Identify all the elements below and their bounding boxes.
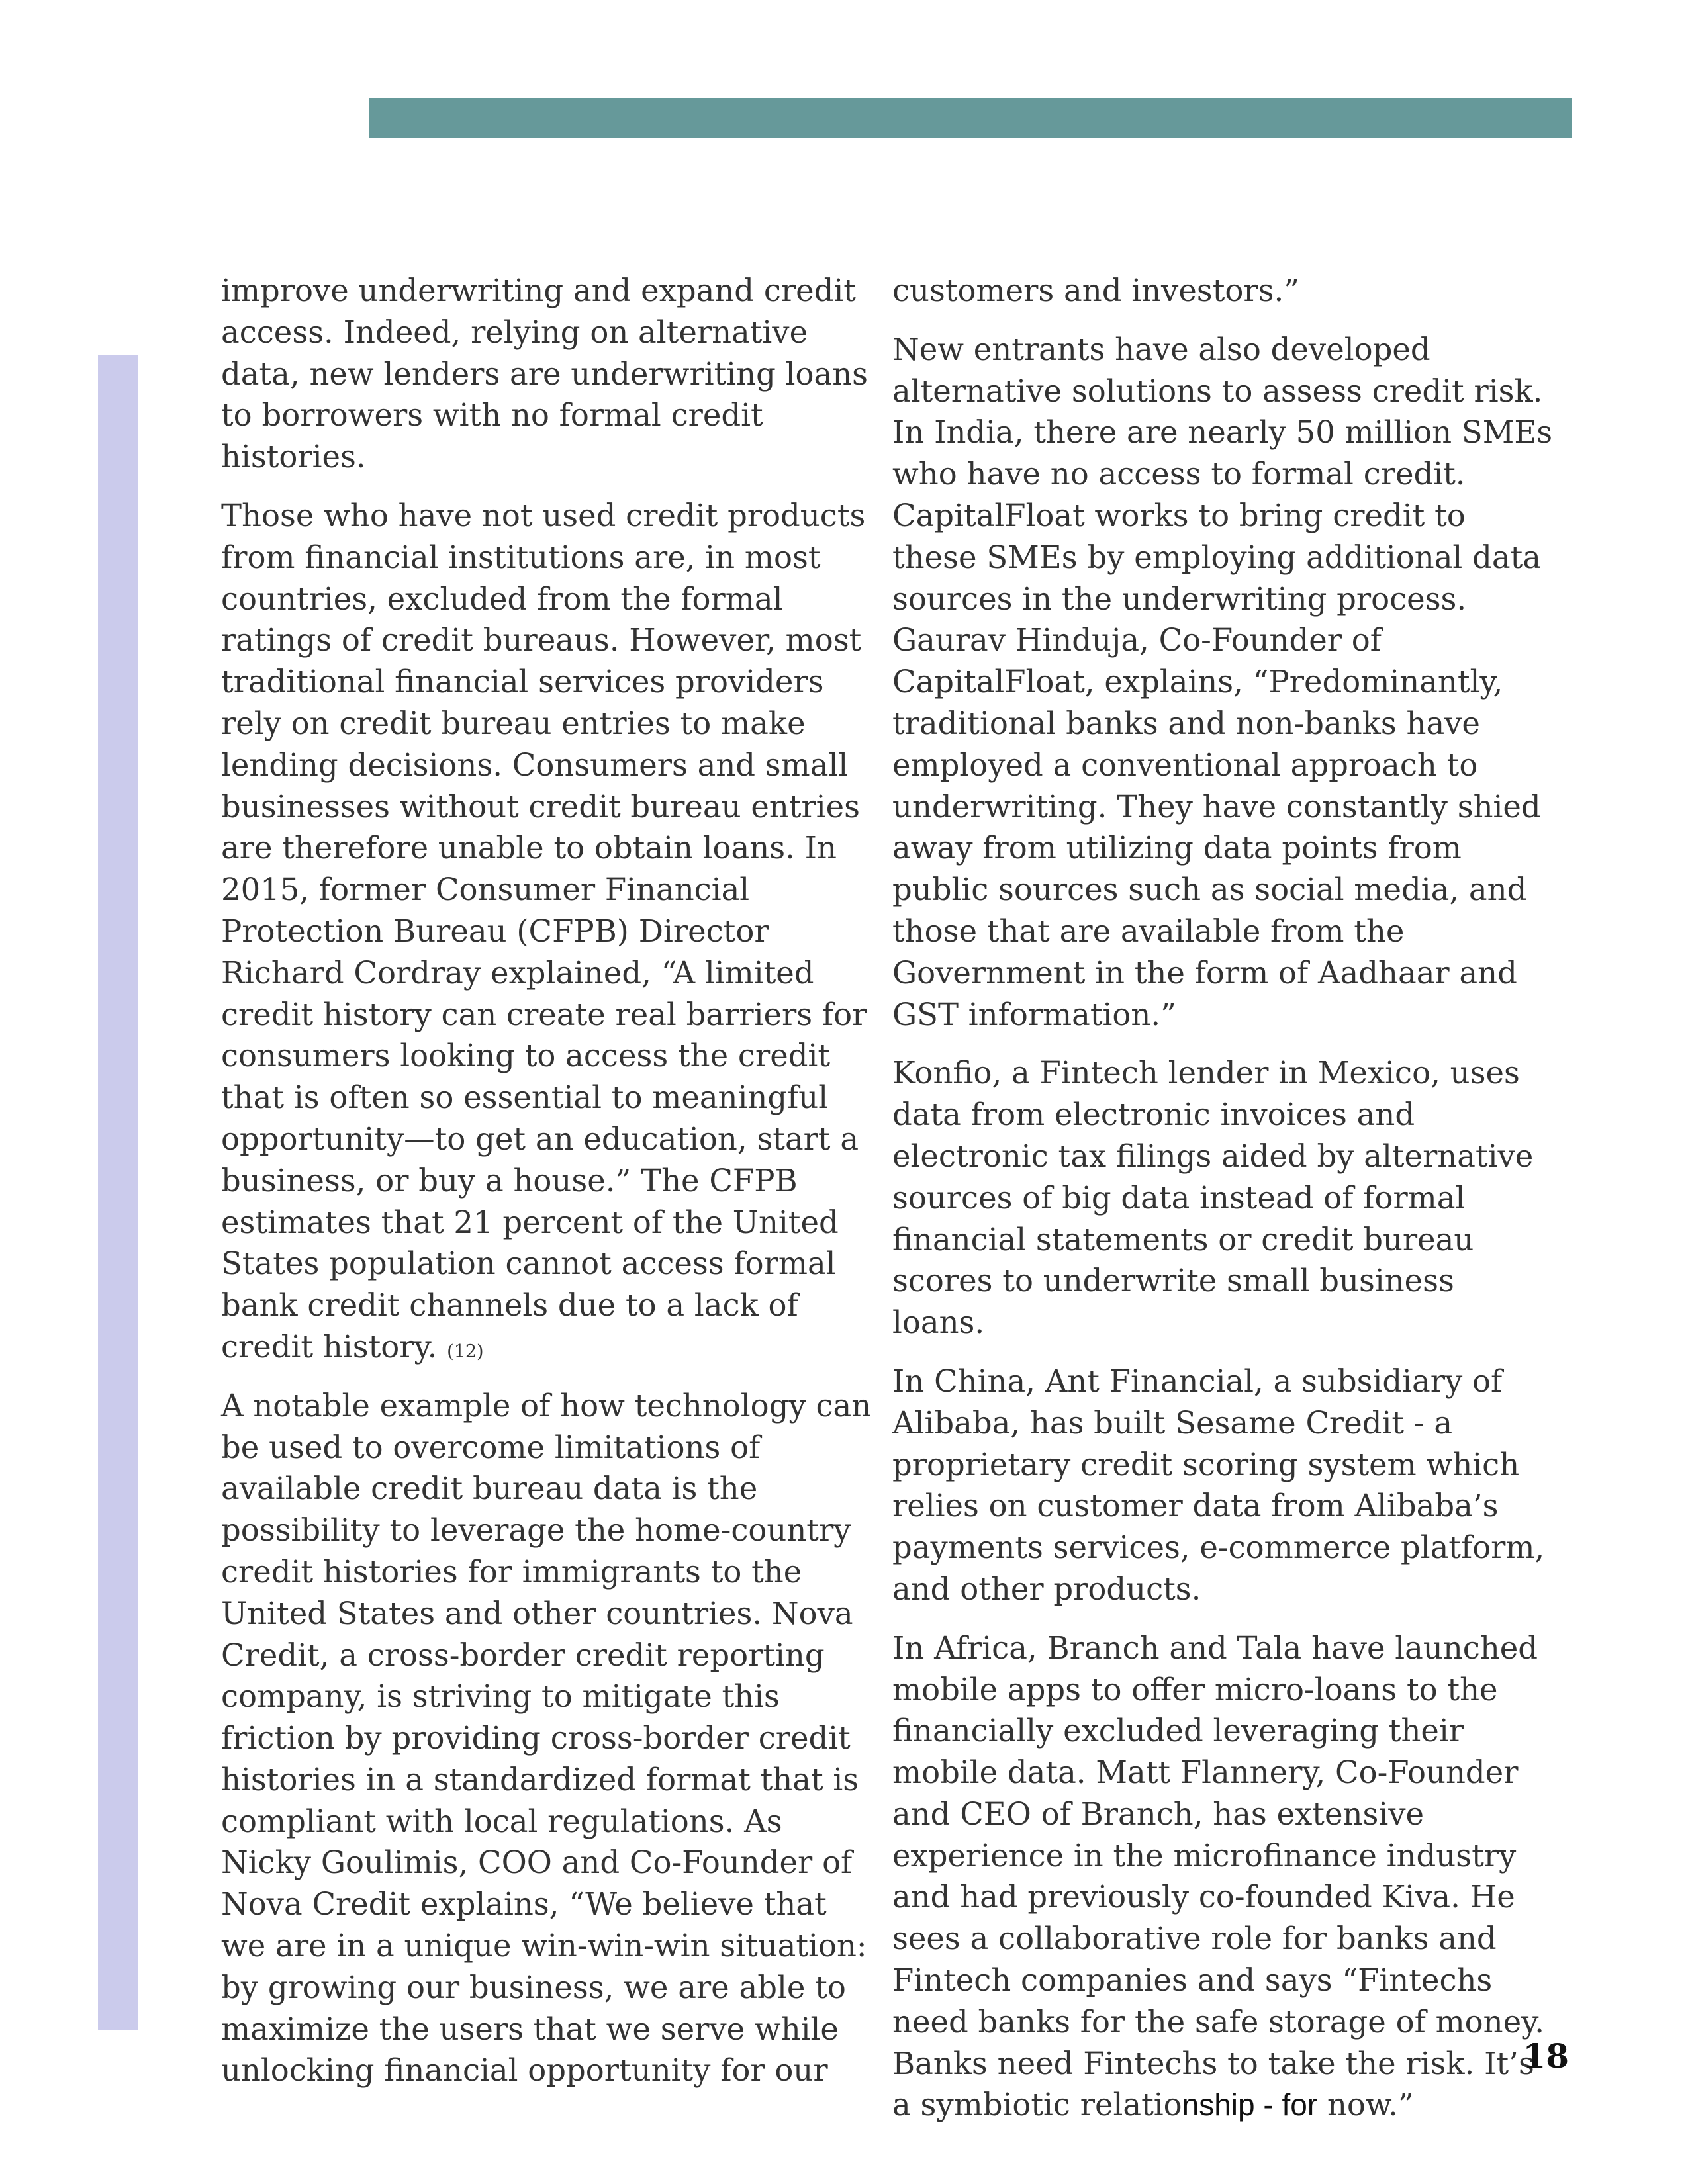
right-paragraph-5-tail-a: nship - for [1182,2087,1318,2122]
right-column [892,270,1554,2143]
footnote-ref: (12) [447,1341,484,1362]
left-paragraph-2-text: Those who have not used credit products from financial institutions are, in most countries, excluded from the formal ratings of credit bureaus. However, most traditional financial services providers rely on credit bureau entries to make lending decisions. Consumers and small businesses without credit bureau entries are therefore unable to obtain loans. In 2015, former Consumer Financial Protection Bureau (CFPB) Director Richard Cordray explained, “A limited credit history can create real barriers for consumers looking to access the credit that is often so essential to meaningful opportunity—to get an education, start a business, or buy a house.” The CFPB estimates that 21 percent of the United States population cannot access formal bank credit channels due to a lack of credit history. [221,497,867,1365]
right-paragraph-1: customers and investors.” [892,273,1300,308]
right-paragraph-5-text: In Africa, Branch and Tala have launched mobile apps to offer micro-loans to the financially excluded leveraging their mobile data. Matt Flannery, Co-Founder and CEO of Branch, has extensive experience in the microfinance industry and had previously co-founded Kiva. He sees a collaborative role for banks and Fintech companies and says “Fintechs need banks for the safe storage of money. Banks need Fintechs to take the risk. It’s a symbiotic relatio [892,1629,1545,2123]
left-paragraph-2 [221,495,876,1368]
left-column [221,270,876,2109]
right-paragraph-4: In China, Ant Financial, a subsidiary of Alibaba, has built Sesame Credit - a proprietary credit scoring system which relies on customer data from Alibaba’s payments services, e-commerce platform, and other products. [892,1363,1545,1607]
left-paragraph-1: improve underwriting and expand credit access. Indeed, relying on alternative data, new lenders are underwriting loans to borrowers with no formal credit histories. [221,273,868,475]
right-paragraph-5 [892,1627,1554,2126]
side-accent-bar [98,355,138,2030]
right-paragraph-2: New entrants have also developed alternative solutions to assess credit risk. In India, there are nearly 50 million SMEs who have no access to formal credit. CapitalFloat works to bring credit to these SMEs by employing additional data sources in the underwriting process. Gaurav Hinduja, Co-Founder of CapitalFloat, explains, “Predominantly, traditional banks and non-banks have employed a conventional approach to underwriting. They have constantly shied away from utilizing data points from public sources such as social media, and those that are available from the Government in the form of Aadhaar and GST information.” [892,331,1553,1032]
right-paragraph-3: Konfio, a Fintech lender in Mexico, uses data from electronic invoices and electronic tax filings aided by alternative sources of big data instead of formal financial statements or credit bureau scores to underwrite small business loans. [892,1055,1534,1341]
page-number: 18 [1523,2036,1569,2075]
header-bar [369,98,1572,138]
right-paragraph-5-tail-b: now.” [1317,2087,1414,2123]
left-paragraph-3: A notable example of how technology can be used to overcome limitations of available credit bureau data is the possibility to leverage the home-country credit histories for immigrants to the United States and other countries. Nova Credit, a cross-border credit reporting company, is striving to mitigate this friction by providing cross-border credit histories in a standardized format that is compliant with local regulations. As Nicky Goulimis, COO and Co-Founder of Nova Credit explains, “We believe that we are in a unique win-win-win situation: by growing our business, we are able to maximize the users that we serve while unlocking financial opportunity for our [221,1387,872,2089]
